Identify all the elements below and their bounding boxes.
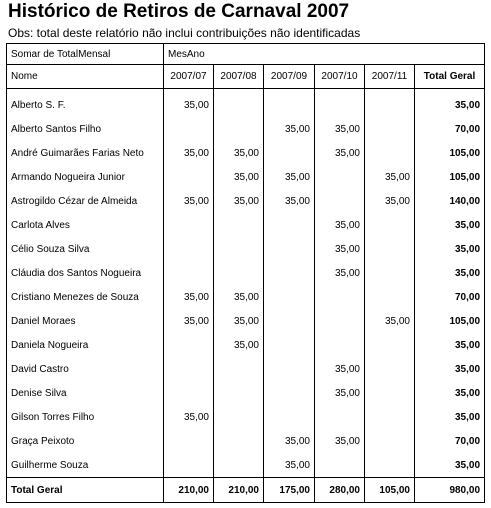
pivot-header-row [7, 44, 485, 65]
value-cell [365, 141, 415, 165]
row-total: 140,00 [415, 189, 485, 213]
column-header: 2007/09 [264, 65, 315, 89]
table-row [7, 309, 485, 333]
column-header-row [7, 65, 485, 89]
row-name: Carlota Alves [7, 213, 164, 237]
value-cell [214, 405, 264, 429]
column-header: 2007/10 [315, 65, 365, 89]
value-cell [315, 333, 365, 357]
value-cell: 35,00 [315, 141, 365, 165]
value-cell: 35,00 [264, 189, 315, 213]
value-cell [365, 89, 415, 118]
table-row [7, 189, 485, 213]
table-row [7, 381, 485, 405]
column-header: 2007/08 [214, 65, 264, 89]
value-cell: 35,00 [164, 189, 214, 213]
grand-total-cell: 175,00 [264, 478, 315, 503]
table-row [7, 357, 485, 381]
row-name: André Guimarães Farias Neto [7, 141, 164, 165]
value-cell [164, 429, 214, 453]
row-total: 70,00 [415, 117, 485, 141]
table-row [7, 285, 485, 309]
total-header: Total Geral [415, 65, 485, 89]
column-field-button[interactable]: MesAno [164, 44, 485, 65]
grand-total-cell: 210,00 [164, 478, 214, 503]
value-cell [315, 309, 365, 333]
table-body [7, 89, 485, 478]
row-name: Alberto Santos Filho [7, 117, 164, 141]
row-name: Cláudia dos Santos Nogueira [7, 261, 164, 285]
value-cell [164, 261, 214, 285]
row-total: 35,00 [415, 237, 485, 261]
value-cell [214, 89, 264, 118]
value-cell [264, 261, 315, 285]
grand-total-label: Total Geral [7, 478, 164, 503]
value-cell [214, 117, 264, 141]
report-title: Histórico de Retiros de Carnaval 2007 [8, 1, 350, 22]
row-name: Célio Souza Silva [7, 237, 164, 261]
table-row [7, 453, 485, 478]
table-row [7, 333, 485, 357]
value-cell [164, 381, 214, 405]
row-total: 35,00 [415, 213, 485, 237]
value-cell [164, 453, 214, 478]
value-cell [365, 381, 415, 405]
value-cell [264, 89, 315, 118]
grand-total-cell: 210,00 [214, 478, 264, 503]
value-cell [365, 117, 415, 141]
value-cell [365, 333, 415, 357]
value-cell: 35,00 [315, 117, 365, 141]
row-name: Daniel Moraes [7, 309, 164, 333]
value-cell [315, 453, 365, 478]
value-cell: 35,00 [214, 309, 264, 333]
value-cell [164, 237, 214, 261]
table-row [7, 213, 485, 237]
value-cell: 35,00 [164, 285, 214, 309]
value-cell: 35,00 [264, 117, 315, 141]
value-cell [315, 165, 365, 189]
value-cell [264, 381, 315, 405]
value-cell [214, 381, 264, 405]
value-cell [365, 357, 415, 381]
value-cell [214, 429, 264, 453]
grand-total-value: 980,00 [415, 478, 485, 503]
value-cell [365, 453, 415, 478]
table-row [7, 261, 485, 285]
value-cell: 35,00 [315, 261, 365, 285]
row-name: Cristiano Menezes de Souza [7, 285, 164, 309]
value-cell [264, 333, 315, 357]
value-cell [164, 213, 214, 237]
value-cell [214, 357, 264, 381]
grand-total-cell: 105,00 [365, 478, 415, 503]
value-cell: 35,00 [214, 189, 264, 213]
value-cell [214, 237, 264, 261]
value-cell [264, 309, 315, 333]
data-field-button[interactable]: Somar de TotalMensal [7, 44, 164, 65]
value-cell [365, 213, 415, 237]
row-name: David Castro [7, 357, 164, 381]
table-row [7, 165, 485, 189]
value-cell [365, 261, 415, 285]
row-total: 70,00 [415, 429, 485, 453]
value-cell [164, 165, 214, 189]
row-total: 105,00 [415, 309, 485, 333]
value-cell [214, 453, 264, 478]
row-name: Graça Peixoto [7, 429, 164, 453]
row-total: 35,00 [415, 405, 485, 429]
row-total: 35,00 [415, 453, 485, 478]
value-cell [264, 237, 315, 261]
column-header: 2007/11 [365, 65, 415, 89]
value-cell [214, 213, 264, 237]
value-cell [164, 333, 214, 357]
value-cell: 35,00 [214, 141, 264, 165]
value-cell [315, 89, 365, 118]
table-row [7, 237, 485, 261]
row-name: Gilson Torres Filho [7, 405, 164, 429]
table-row [7, 405, 485, 429]
value-cell: 35,00 [264, 453, 315, 478]
value-cell: 35,00 [315, 213, 365, 237]
value-cell: 35,00 [164, 309, 214, 333]
value-cell: 35,00 [365, 165, 415, 189]
value-cell: 35,00 [365, 189, 415, 213]
row-name: Daniela Nogueira [7, 333, 164, 357]
value-cell: 35,00 [315, 381, 365, 405]
row-total: 35,00 [415, 333, 485, 357]
row-name: Guilherme Souza [7, 453, 164, 478]
value-cell [365, 429, 415, 453]
value-cell: 35,00 [164, 405, 214, 429]
row-total: 105,00 [415, 141, 485, 165]
value-cell [264, 405, 315, 429]
row-field-header[interactable]: Nome [7, 65, 164, 89]
value-cell [365, 285, 415, 309]
table-row [7, 429, 485, 453]
value-cell [315, 405, 365, 429]
table-row [7, 117, 485, 141]
column-header: 2007/07 [164, 65, 214, 89]
row-name: Denise Silva [7, 381, 164, 405]
value-cell: 35,00 [164, 89, 214, 118]
value-cell [264, 141, 315, 165]
grand-total-row [7, 478, 485, 503]
value-cell [264, 357, 315, 381]
report-note: Obs: total deste relatório não inclui contribuições não identificadas [8, 26, 361, 40]
row-total: 35,00 [415, 357, 485, 381]
value-cell: 35,00 [315, 357, 365, 381]
value-cell: 35,00 [214, 333, 264, 357]
value-cell [365, 237, 415, 261]
row-name: Astrogildo Cézar de Almeida [7, 189, 164, 213]
pivot-table [6, 43, 485, 503]
value-cell [315, 285, 365, 309]
value-cell: 35,00 [164, 141, 214, 165]
value-cell: 35,00 [264, 429, 315, 453]
value-cell: 35,00 [214, 165, 264, 189]
row-name: Alberto S. F. [7, 89, 164, 118]
value-cell [365, 405, 415, 429]
row-total: 105,00 [415, 165, 485, 189]
value-cell [315, 189, 365, 213]
value-cell: 35,00 [315, 429, 365, 453]
row-total: 35,00 [415, 261, 485, 285]
table-row [7, 89, 485, 118]
row-total: 35,00 [415, 381, 485, 405]
value-cell [164, 117, 214, 141]
table-row [7, 141, 485, 165]
row-name: Armando Nogueira Junior [7, 165, 164, 189]
grand-total-cell: 280,00 [315, 478, 365, 503]
row-total: 35,00 [415, 89, 485, 118]
value-cell [264, 213, 315, 237]
row-total: 70,00 [415, 285, 485, 309]
value-cell: 35,00 [214, 285, 264, 309]
value-cell [264, 285, 315, 309]
value-cell [214, 261, 264, 285]
value-cell: 35,00 [365, 309, 415, 333]
value-cell: 35,00 [315, 237, 365, 261]
value-cell [164, 357, 214, 381]
value-cell: 35,00 [264, 165, 315, 189]
